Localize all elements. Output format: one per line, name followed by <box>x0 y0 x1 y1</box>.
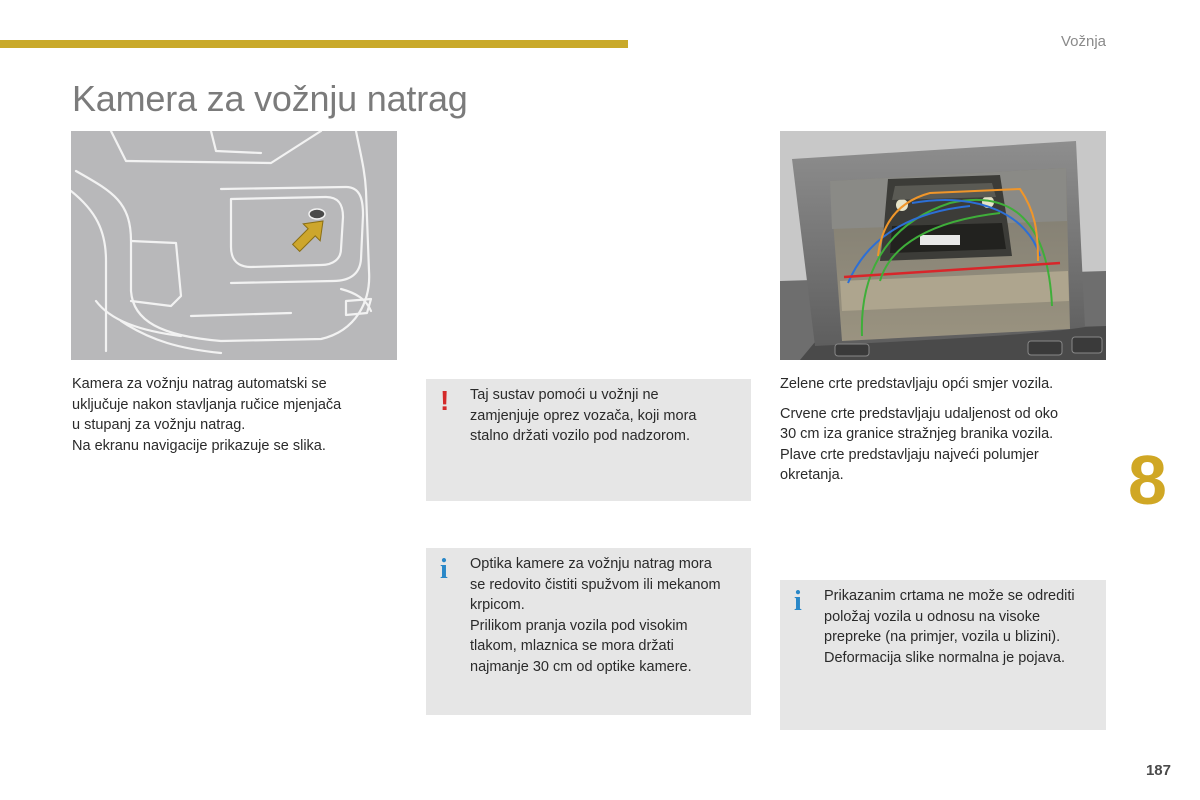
intro-text <box>72 374 372 456</box>
info-line: Deformacija slike normalna je pojava. <box>824 649 1065 666</box>
desc-line: 30 cm iza granice stražnjeg branika vozila. <box>780 426 1054 442</box>
desc-line: Plave crte predstavljaju najveći polumjer <box>780 446 1039 463</box>
warning-line: stalno držati vozilo pod nadzorom. <box>470 428 691 444</box>
info-line: položaj vozila u odnosu na visoke <box>824 608 1041 625</box>
desc-line: okretanja. <box>780 467 844 483</box>
info-line: Prikazanim crtama ne može se odrediti <box>824 588 1075 604</box>
info-line: Prilikom pranja vozila pod visokim <box>470 617 688 634</box>
info-line: prepreke (na primjer, vozila u blizini). <box>824 629 1061 645</box>
red-blue-lines-text <box>780 404 1100 486</box>
info-icon: i <box>794 586 802 617</box>
info-line: tlakom, mlaznica se mora držati <box>470 638 674 654</box>
warning-line: zamjenjuje oprez vozača, koji mora <box>470 407 697 424</box>
header-accent-bar <box>0 40 628 48</box>
section-name: Vožnja <box>1060 33 1106 50</box>
info-line: krpicom. <box>470 597 525 613</box>
warning-icon: ! <box>440 385 450 416</box>
desc-line: Crvene crte predstavljaju udaljenost od oko <box>780 405 1059 422</box>
warning-line: Taj sustav pomoći u vožnji ne <box>470 387 659 403</box>
guide-lines-description <box>780 374 1100 486</box>
camera-cleaning-info-note <box>426 548 751 715</box>
green-lines-text: Zelene crte predstavljaju opći smjer vozila. <box>780 376 1054 392</box>
info-line: se redovito čistiti spužvom ili mekanom <box>470 576 721 593</box>
reversing-camera-screen-illustration <box>780 131 1106 360</box>
car-rear-camera-illustration <box>71 131 397 360</box>
page-title: Kamera za vožnju natrag <box>72 78 468 119</box>
warning-note <box>426 379 751 501</box>
guide-lines-info-note <box>780 580 1106 730</box>
intro-line: Kamera za vožnju natrag automatski se <box>72 376 327 392</box>
info-icon: i <box>440 554 448 585</box>
intro-line: Na ekranu navigacije prikazuje se slika. <box>72 437 326 454</box>
page-number: 187 <box>1145 762 1171 779</box>
info-line: Optika kamere za vožnju natrag mora <box>470 556 712 572</box>
intro-line: u stupanj za vožnju natrag. <box>72 417 246 433</box>
info-line: najmanje 30 cm od optike kamere. <box>470 658 692 675</box>
chapter-number: 8 <box>1128 441 1167 519</box>
intro-line: uključuje nakon stavljanja ručice mjenjača <box>72 396 342 413</box>
